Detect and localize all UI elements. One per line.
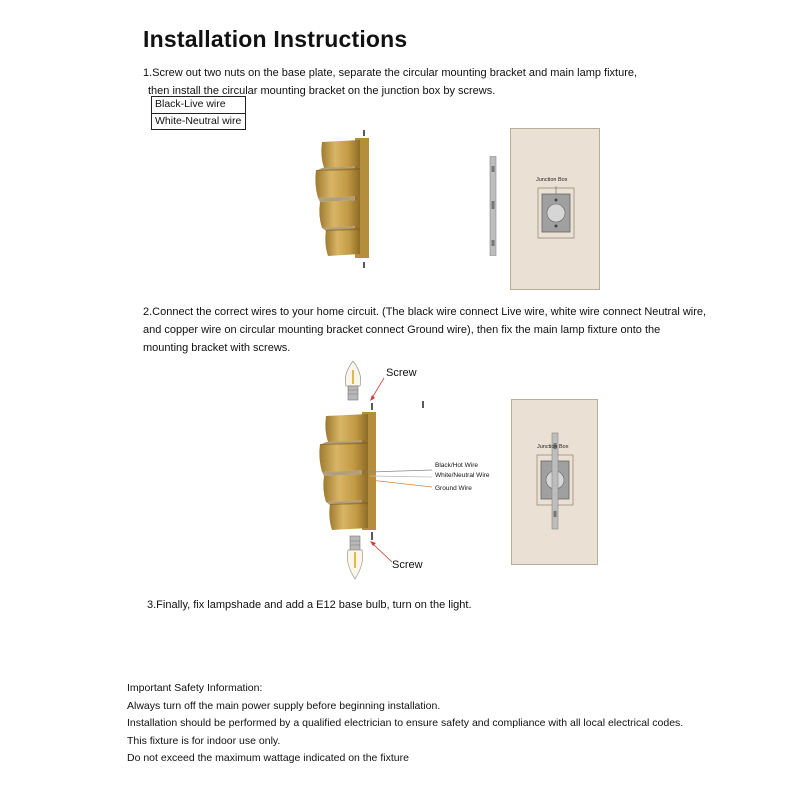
screw-label-bottom: Screw	[392, 559, 423, 571]
safety-item: Do not exceed the maximum wattage indicated on the fixture	[127, 752, 409, 764]
step-3: 3.Finally, fix lampshade and add a E12 base bulb, turn on the light.	[147, 599, 472, 611]
wire-legend	[151, 96, 246, 130]
junction-box-label-1: Junction Box	[536, 177, 568, 183]
candle-bulb-top-illustration	[340, 360, 366, 406]
legend-white-neutral: White-Neutral wire	[155, 115, 242, 127]
screw-marker-icon	[420, 400, 426, 410]
mounting-bracket-illustration	[486, 156, 500, 256]
wire-label-white-neutral: White/Neutral Wire	[435, 472, 490, 479]
step-2-line-1: 2.Connect the correct wires to your home circuit. (The black wire connect Live wire, white wire connect Neutral wire,	[143, 306, 707, 318]
step-1-line-1: 1.Screw out two nuts on the base plate, separate the circular mounting bracket and main lamp fixture,	[143, 67, 638, 79]
step-2-line-3: mounting bracket with screws.	[143, 342, 291, 354]
safety-item: Installation should be performed by a qualified electrician to ensure safety and compliance with all local electrical codes.	[127, 717, 684, 729]
safety-information	[127, 680, 683, 768]
legend-divider	[152, 113, 245, 114]
safety-heading: Important Safety Information:	[127, 682, 263, 694]
screw-arrow-bottom-icon	[368, 540, 394, 564]
safety-item: This fixture is for indoor use only.	[127, 734, 281, 747]
screw-label-top: Screw	[386, 367, 417, 379]
candle-bulb-bottom-illustration	[342, 534, 368, 580]
wire-label-ground: Ground Wire	[435, 485, 472, 492]
lamp-fixture-illustration-1	[310, 128, 380, 273]
safety-item: Always turn off the main power supply before beginning installation.	[127, 699, 441, 712]
wires-illustration	[370, 460, 434, 496]
page-title: Installation Instructions	[143, 26, 408, 52]
legend-black-live: Black-Live wire	[155, 98, 226, 110]
junction-box-label-2: Junction Box	[537, 444, 569, 450]
wire-label-black-hot: Black/Hot Wire	[435, 462, 478, 469]
wall-junction-box-illustration-2	[511, 399, 598, 565]
wall-junction-box-illustration-1	[510, 128, 600, 290]
step-1-line-2: then install the circular mounting bracket on the junction box by screws.	[148, 85, 496, 97]
screw-arrow-top-icon	[368, 376, 388, 402]
step-2-line-2: and copper wire on circular mounting bracket connect Ground wire), then fix the main lamp fixture onto the	[143, 324, 661, 336]
